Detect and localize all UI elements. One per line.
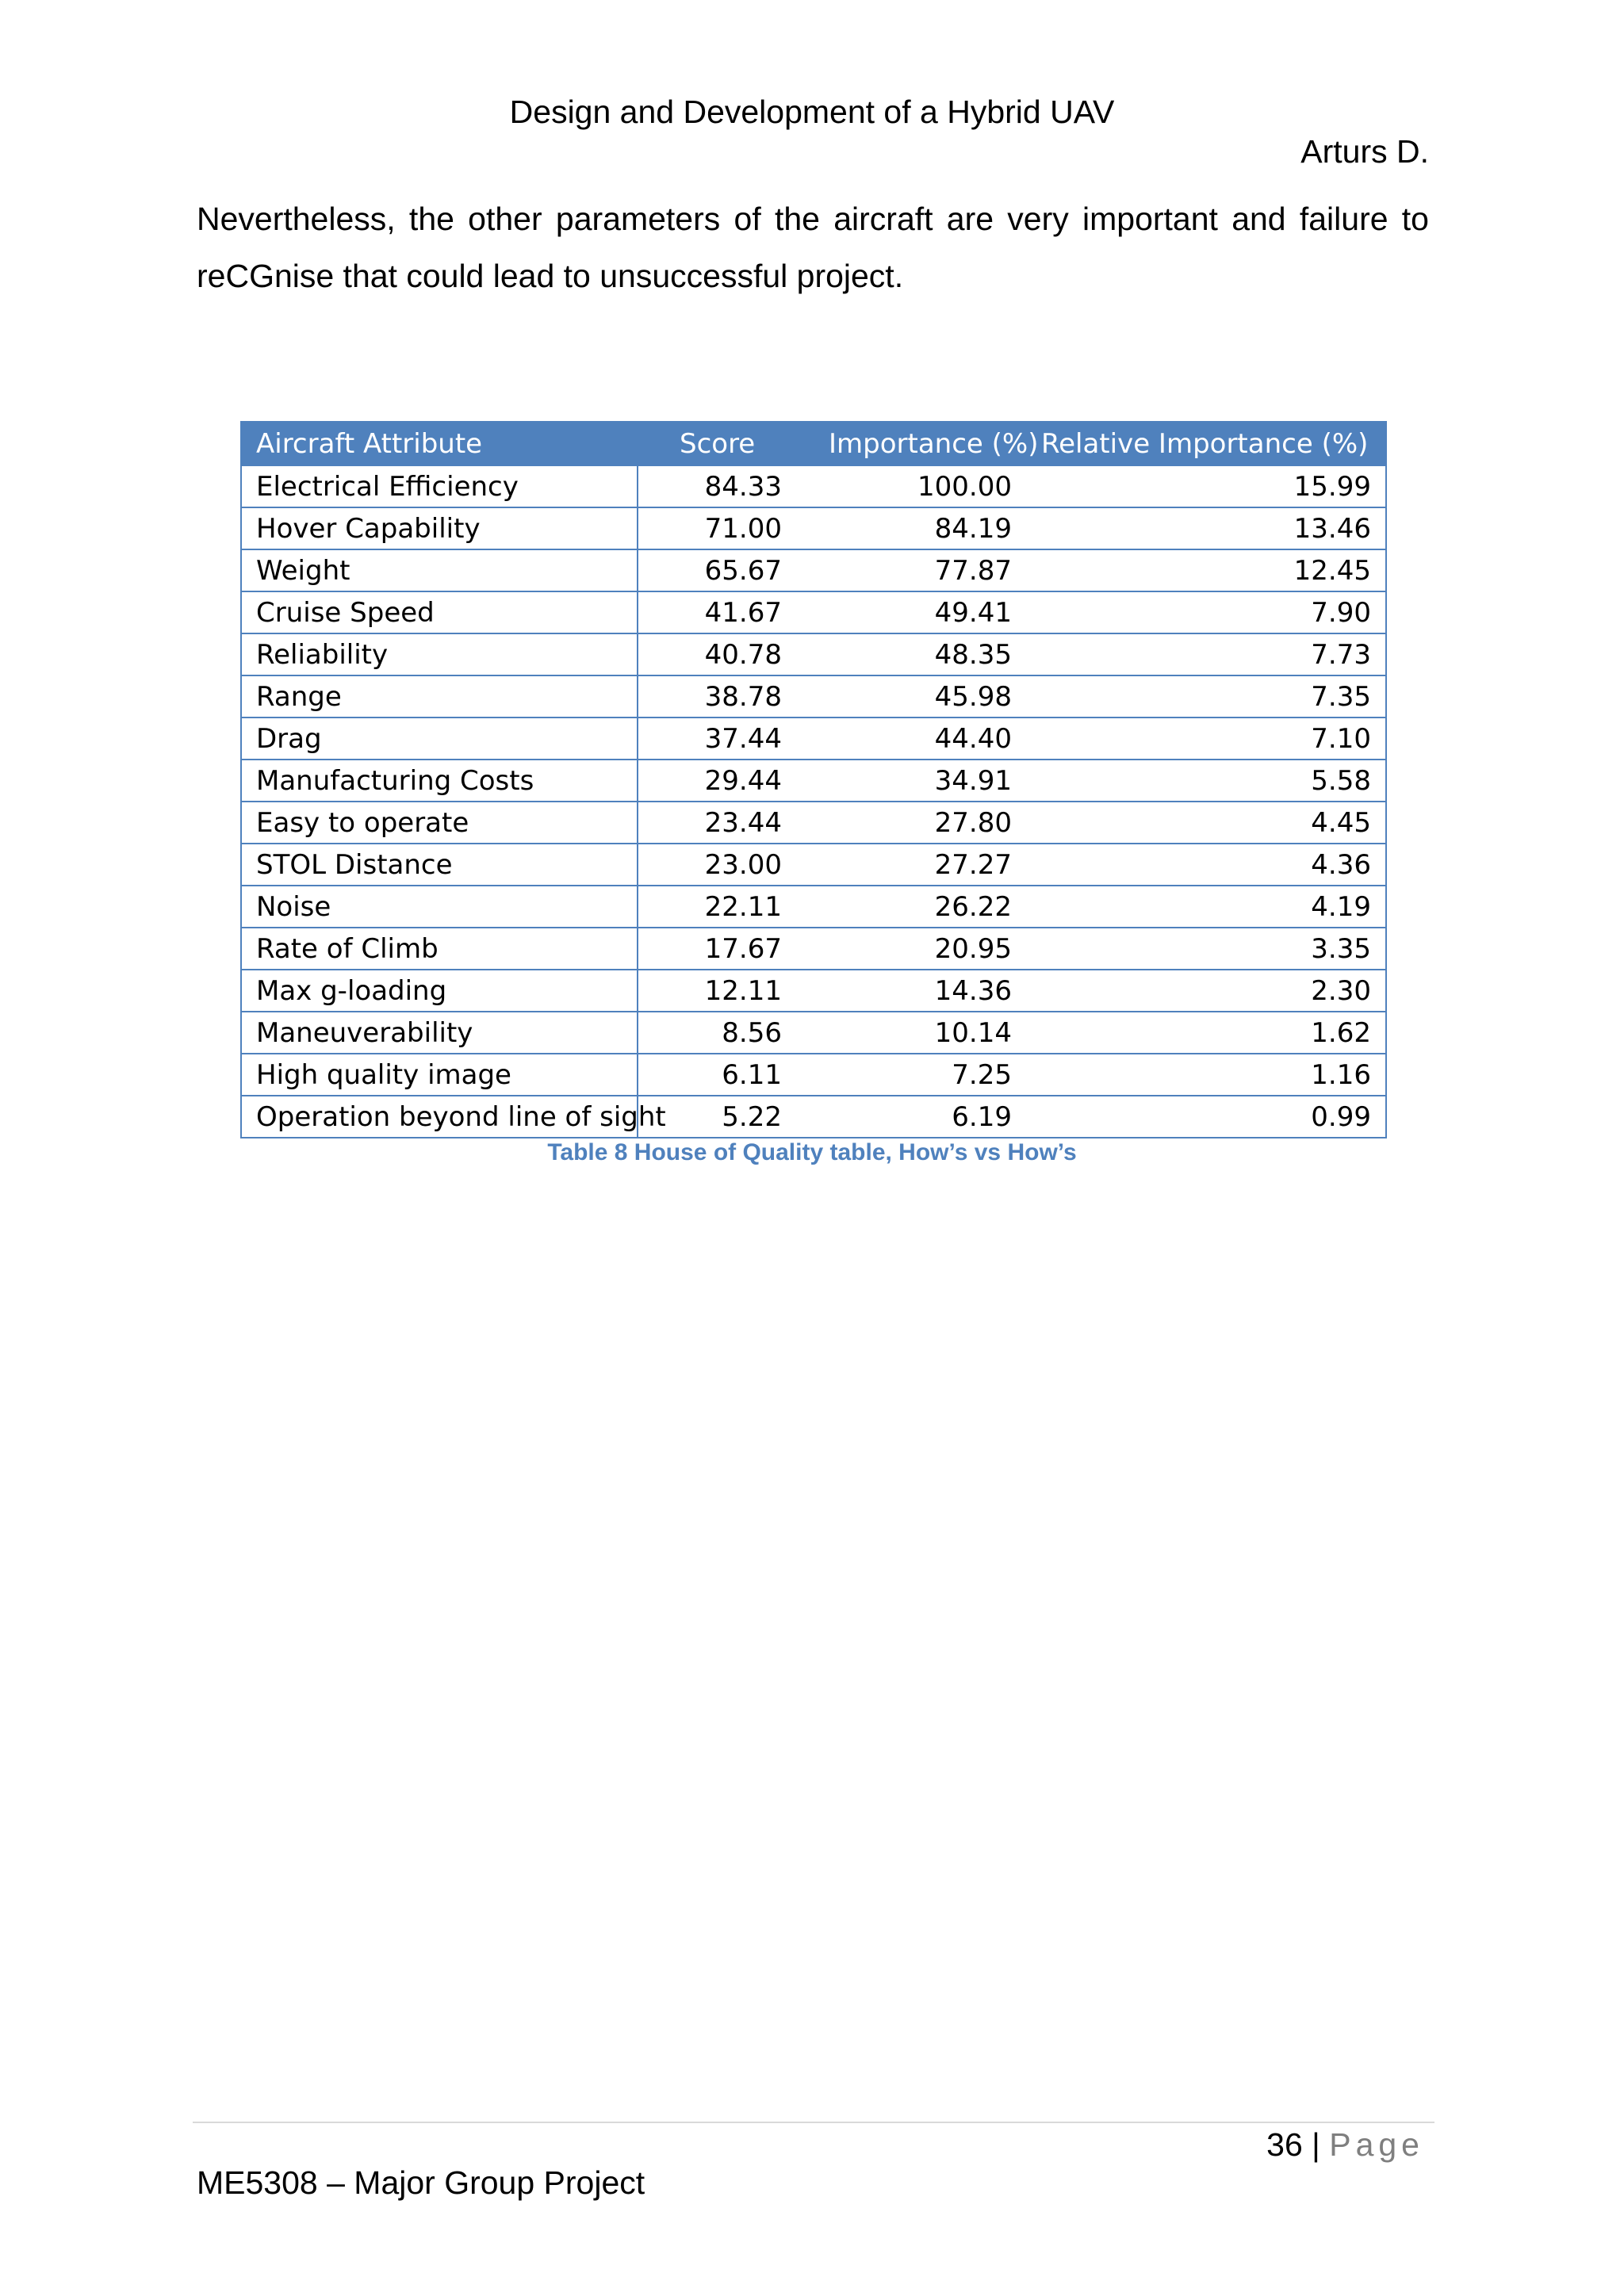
cell-score: 37.44 — [638, 718, 796, 760]
cell-score: 8.56 — [638, 1012, 796, 1054]
table-row — [241, 1096, 1386, 1138]
footer-rule — [193, 2122, 1434, 2123]
cell-relative-importance: 1.16 — [1026, 1054, 1386, 1096]
cell-attribute: Easy to operate — [241, 802, 638, 844]
cell-importance: 10.14 — [796, 1012, 1026, 1054]
cell-attribute: Hover Capability — [241, 507, 638, 549]
table-row — [241, 549, 1386, 591]
header-attribute: Aircraft Attribute — [241, 422, 638, 465]
cell-importance: 100.00 — [796, 465, 1026, 507]
cell-score: 40.78 — [638, 633, 796, 675]
cell-relative-importance: 15.99 — [1026, 465, 1386, 507]
cell-score: 5.22 — [638, 1096, 796, 1138]
cell-score: 29.44 — [638, 760, 796, 802]
cell-attribute: Weight — [241, 549, 638, 591]
cell-attribute: Noise — [241, 886, 638, 928]
cell-relative-importance: 4.36 — [1026, 844, 1386, 886]
cell-importance: 14.36 — [796, 970, 1026, 1012]
cell-importance: 34.91 — [796, 760, 1026, 802]
paragraph-line-1: Nevertheless, the other parameters of the aircraft are very important and failure to — [197, 201, 1429, 237]
header-importance: Importance (%) — [796, 422, 1026, 465]
cell-relative-importance: 7.90 — [1026, 591, 1386, 633]
cell-attribute: Manufacturing Costs — [241, 760, 638, 802]
header-score: Score — [638, 422, 796, 465]
cell-relative-importance: 4.45 — [1026, 802, 1386, 844]
cell-relative-importance: 13.46 — [1026, 507, 1386, 549]
header-relative-importance: Relative Importance (%) — [1026, 422, 1386, 465]
table-row — [241, 844, 1386, 886]
table-caption: Table 8 House of Quality table, How’s vs How’s — [547, 1139, 1077, 1165]
table-row — [241, 760, 1386, 802]
cell-score: 38.78 — [638, 675, 796, 718]
cell-importance: 44.40 — [796, 718, 1026, 760]
paragraph-line-2: reCGnise that could lead to unsuccessful project. — [197, 258, 904, 294]
page-number — [1266, 2126, 1424, 2164]
table-body — [241, 465, 1386, 1138]
cell-importance: 77.87 — [796, 549, 1026, 591]
cell-score: 41.67 — [638, 591, 796, 633]
cell-relative-importance: 7.35 — [1026, 675, 1386, 718]
cell-score: 23.44 — [638, 802, 796, 844]
cell-score: 65.67 — [638, 549, 796, 591]
table-row — [241, 507, 1386, 549]
cell-attribute: High quality image — [241, 1054, 638, 1096]
table-row — [241, 886, 1386, 928]
table-row — [241, 1054, 1386, 1096]
page-number-value: 36 — [1266, 2126, 1303, 2163]
cell-score: 17.67 — [638, 928, 796, 970]
house-of-quality-table — [240, 421, 1387, 1138]
cell-importance: 49.41 — [796, 591, 1026, 633]
table-row — [241, 718, 1386, 760]
cell-attribute: Range — [241, 675, 638, 718]
table-row — [241, 633, 1386, 675]
cell-importance: 20.95 — [796, 928, 1026, 970]
page-word: Page — [1329, 2126, 1424, 2163]
footer-project: ME5308 – Major Group Project — [197, 2164, 645, 2201]
table-row — [241, 675, 1386, 718]
cell-score: 12.11 — [638, 970, 796, 1012]
table-row — [241, 465, 1386, 507]
table-row — [241, 928, 1386, 970]
table-row — [241, 802, 1386, 844]
table-header-row — [241, 422, 1386, 465]
cell-score: 6.11 — [638, 1054, 796, 1096]
cell-relative-importance: 3.35 — [1026, 928, 1386, 970]
cell-score: 22.11 — [638, 886, 796, 928]
cell-score: 71.00 — [638, 507, 796, 549]
cell-importance: 7.25 — [796, 1054, 1026, 1096]
cell-attribute: Electrical Efficiency — [241, 465, 638, 507]
cell-attribute: Rate of Climb — [241, 928, 638, 970]
table-row — [241, 1012, 1386, 1054]
cell-importance: 6.19 — [796, 1096, 1026, 1138]
cell-importance: 84.19 — [796, 507, 1026, 549]
cell-relative-importance: 0.99 — [1026, 1096, 1386, 1138]
page-separator: | — [1312, 2126, 1320, 2163]
cell-importance: 48.35 — [796, 633, 1026, 675]
cell-importance: 27.80 — [796, 802, 1026, 844]
cell-attribute: Max g-loading — [241, 970, 638, 1012]
body-paragraph — [197, 190, 1429, 304]
cell-attribute: Drag — [241, 718, 638, 760]
cell-relative-importance: 4.19 — [1026, 886, 1386, 928]
cell-relative-importance: 12.45 — [1026, 549, 1386, 591]
cell-relative-importance: 1.62 — [1026, 1012, 1386, 1054]
cell-importance: 45.98 — [796, 675, 1026, 718]
cell-relative-importance: 7.10 — [1026, 718, 1386, 760]
cell-importance: 27.27 — [796, 844, 1026, 886]
cell-attribute: Cruise Speed — [241, 591, 638, 633]
table-row — [241, 591, 1386, 633]
table-row — [241, 970, 1386, 1012]
cell-relative-importance: 7.73 — [1026, 633, 1386, 675]
header-title: Design and Development of a Hybrid UAV — [509, 94, 1115, 130]
cell-score: 23.00 — [638, 844, 796, 886]
cell-relative-importance: 5.58 — [1026, 760, 1386, 802]
cell-importance: 26.22 — [796, 886, 1026, 928]
cell-attribute: STOL Distance — [241, 844, 638, 886]
cell-attribute: Reliability — [241, 633, 638, 675]
cell-score: 84.33 — [638, 465, 796, 507]
cell-relative-importance: 2.30 — [1026, 970, 1386, 1012]
header-author: Arturs D. — [1300, 133, 1429, 170]
cell-attribute: Operation beyond line of sight — [241, 1096, 638, 1138]
cell-attribute: Maneuverability — [241, 1012, 638, 1054]
